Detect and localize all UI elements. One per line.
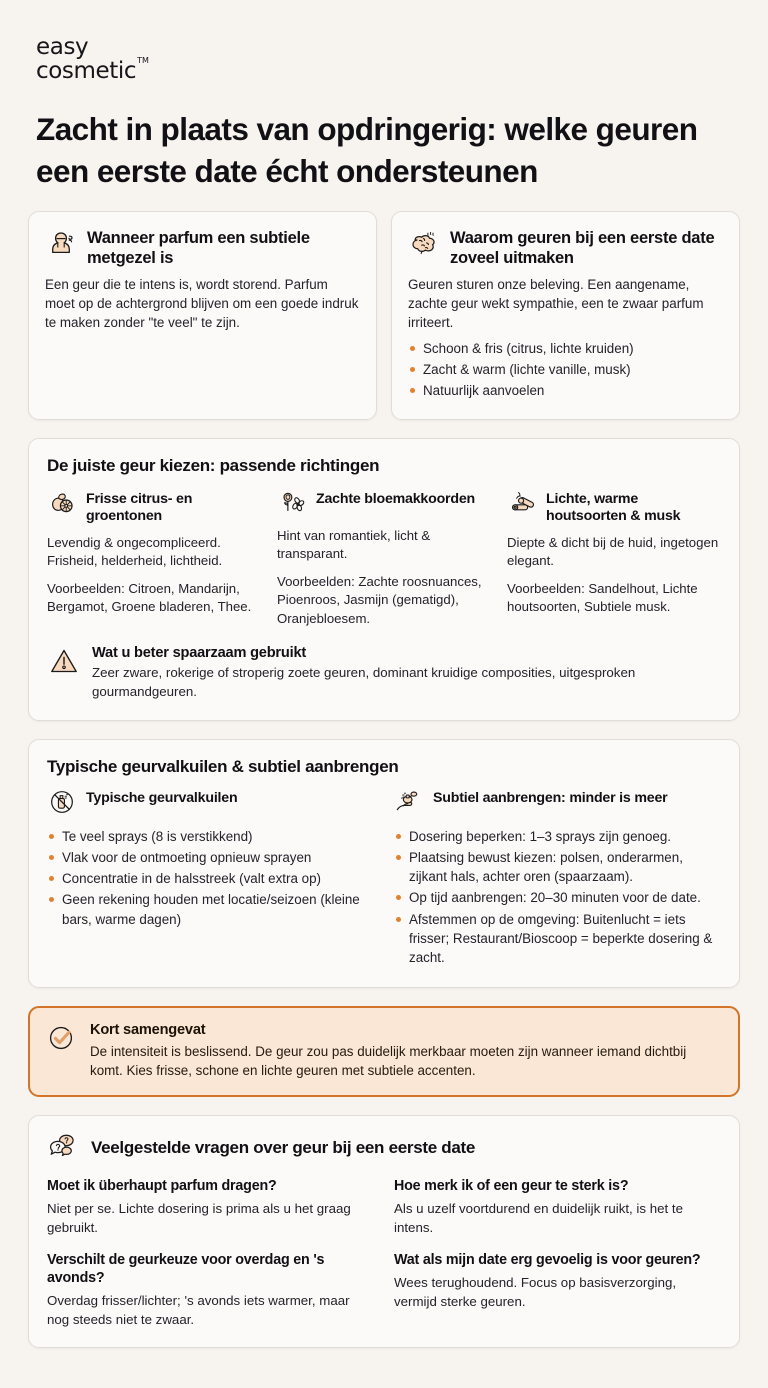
section-title: De juiste geur kiezen: passende richtingen xyxy=(47,455,380,475)
column-title: Lichte, warme houtsoorten & musk xyxy=(546,490,681,524)
column-description: Hint van romantiek, licht & transparant. xyxy=(277,527,431,562)
pitfalls-columns xyxy=(47,787,721,969)
scent-direction-columns xyxy=(47,488,721,628)
list-item: Geen rekening houden met locatie/seizoen (kleine bars, warme dagen) xyxy=(47,890,374,928)
column-typical-pitfalls xyxy=(47,787,374,969)
column-title: Frisse citrus- en groentonen xyxy=(86,490,193,524)
list-item: Vlak voor de ontmoeting opnieuw sprayen xyxy=(47,848,374,867)
list-item: Concentratie in de halsstreek (valt extra op) xyxy=(47,869,374,888)
page-title: Zacht in plaats van opdringerig: welke geuren een eerste date écht ondersteunen xyxy=(36,111,698,190)
trademark-symbol: TM xyxy=(137,56,149,66)
faq-column-right xyxy=(394,1178,721,1329)
lemon-citrus-icon xyxy=(47,488,77,518)
column-examples: Voorbeelden: Sandelhout, Lichte houtsoorten, Subtiele musk. xyxy=(507,580,698,615)
faq-column-left xyxy=(47,1178,374,1329)
column-subtle-application xyxy=(394,787,721,969)
no-spray-bottle-icon xyxy=(47,787,77,817)
pitfalls-list xyxy=(47,827,374,929)
brand-logo xyxy=(28,0,740,83)
summary-title: Kort samengevat xyxy=(90,1022,206,1039)
column-title: Subtiel aanbrengen: minder is meer xyxy=(433,789,668,806)
faq-question: Moet ik überhaupt parfum dragen? xyxy=(47,1178,277,1195)
column-description: Levendig & ongecompliceerd. Frisheid, helderheid, lichtheid. xyxy=(47,534,223,569)
list-item: Te veel sprays (8 is verstikkend) xyxy=(47,827,374,846)
faq-title: Veelgestelde vragen over geur bij een eerste date xyxy=(91,1137,476,1157)
column-description: Diepte & dicht bij de huid, ingetogen elegant. xyxy=(507,534,719,569)
list-item: Afstemmen op de omgeving: Buitenlucht = iets frisser; Restaurant/Bioscoop = beperkte dosering & zacht. xyxy=(394,910,721,967)
faq-item xyxy=(394,1252,721,1311)
section-title: Typische geurvalkuilen & subtiel aanbrengen xyxy=(47,756,399,776)
faq-question: Hoe merk ik of een geur te sterk is? xyxy=(394,1178,629,1195)
check-circle-icon xyxy=(44,1021,78,1055)
column-examples: Voorbeelden: Zachte roosnuances, Pioenroos, Jasmijn (gematigd), Oranjebloesem. xyxy=(277,573,482,626)
faq-item xyxy=(47,1252,374,1329)
list-item: Op tijd aanbrengen: 20–30 minuten voor de date. xyxy=(394,888,721,907)
list-item: Plaatsing bewust kiezen: polsen, onderarmen, zijkant hals, achter oren (spaarzaam). xyxy=(394,848,721,886)
section-pitfalls-and-application xyxy=(28,739,740,988)
card-body-text: Een geur die te intens is, wordt storend. Parfum moet op de achtergrond blijven om een goede indruk te maken zonder "te veel" te zijn. xyxy=(45,277,359,331)
column-title: Typische geurvalkuilen xyxy=(86,789,238,806)
speech-bubbles-question-icon xyxy=(47,1130,81,1164)
faq-item xyxy=(47,1178,374,1237)
column-examples: Voorbeelden: Citroen, Mandarijn, Bergamot, Groene bladeren, Thee. xyxy=(47,580,252,615)
scent-direction-citrus xyxy=(47,488,261,628)
section-faq xyxy=(28,1115,740,1348)
summary-text: De intensiteit is beslissend. De geur zou pas duidelijk merkbaar moeten zijn wanneer iemand dichtbij komt. Kies frisse, schone en lichte geuren met subtiele accenten. xyxy=(90,1044,687,1079)
card-title: Wanneer parfum een subtiele metgezel is xyxy=(87,229,310,268)
card-body-text: Geuren sturen onze beleving. Een aangename, zachte geur wekt sympathie, een te zwaar parfum irriteert. xyxy=(408,277,704,331)
faq-answer: Als u uzelf voortdurend en duidelijk ruikt, is het te intens. xyxy=(394,1201,683,1235)
brand-line-2: cosmetic xyxy=(36,57,137,84)
scent-direction-woody-musk xyxy=(507,488,721,628)
card-when-perfume-subtle xyxy=(28,211,377,419)
list-item: Dosering beperken: 1–3 sprays zijn genoeg. xyxy=(394,827,721,846)
warning-text: Zeer zware, rokerige of stroperig zoete geuren, dominant kruidige composities, uitgesproken gourmandgeuren. xyxy=(92,665,636,700)
faq-answer: Niet per se. Lichte dosering is prima als u het graag gebruikt. xyxy=(47,1201,351,1235)
faq-answer: Overdag frisser/lichter; 's avonds iets warmer, maar nog steeds niet te zwaar. xyxy=(47,1293,350,1327)
sparingly-use-warning xyxy=(47,644,721,701)
section-choosing-right-scent xyxy=(28,438,740,721)
application-tips-list xyxy=(394,827,721,967)
scent-direction-floral xyxy=(277,488,491,628)
warning-triangle-icon xyxy=(47,644,81,678)
list-item: Zacht & warm (lichte vanille, musk) xyxy=(408,360,723,379)
benefits-list xyxy=(408,339,723,400)
card-why-scents-matter xyxy=(391,211,740,419)
brain-icon xyxy=(408,227,440,259)
rose-flower-icon xyxy=(277,488,307,518)
hand-applying-icon xyxy=(394,787,424,817)
faq-columns xyxy=(47,1178,721,1329)
faq-answer: Wees terughoudend. Focus op basisverzorging, vermijd sterke geuren. xyxy=(394,1275,677,1309)
faq-item xyxy=(394,1178,721,1237)
card-title: Waarom geuren bij een eerste date zoveel uitmaken xyxy=(450,229,715,268)
list-item: Schoon & fris (citrus, lichte kruiden) xyxy=(408,339,723,358)
faq-question: Verschilt de geurkeuze voor overdag en 's avonds? xyxy=(47,1252,325,1287)
wood-logs-icon xyxy=(507,488,537,518)
intro-card-row xyxy=(28,211,740,419)
column-title: Zachte bloemakkoorden xyxy=(316,490,475,507)
list-item: Natuurlijk aanvoelen xyxy=(408,381,723,400)
faq-question: Wat als mijn date erg gevoelig is voor geuren? xyxy=(394,1252,701,1269)
brand-line-1: easy xyxy=(36,34,89,60)
warning-title: Wat u beter spaarzaam gebruikt xyxy=(92,645,307,662)
summary-callout xyxy=(28,1006,740,1097)
person-smelling-icon xyxy=(45,227,77,259)
